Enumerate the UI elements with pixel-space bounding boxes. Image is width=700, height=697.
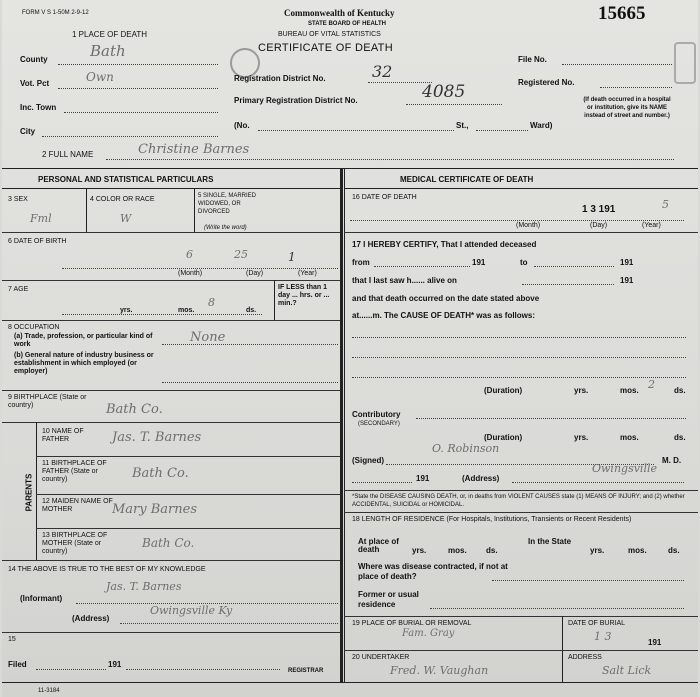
death-year-caption: (Year): [642, 222, 661, 229]
signed-year-label: 191: [416, 474, 430, 483]
box-15-label: 15: [8, 636, 16, 643]
no-label: (No.: [234, 121, 250, 130]
file-number-label: File No.: [518, 55, 547, 64]
undertaker-address-value: Salt Lick: [602, 664, 652, 677]
certificate-number: 15665: [598, 3, 646, 24]
attended-from-year: 191: [472, 258, 486, 267]
filed-year-label: 191: [108, 660, 122, 669]
attended-to-label: to: [520, 258, 528, 267]
physician-address-label: (Address): [462, 474, 500, 483]
contributory-ds-label: ds.: [674, 433, 686, 442]
physician-address-value: Owingsville: [592, 462, 658, 475]
parents-side-label: PARENTS: [24, 473, 34, 512]
date-of-death-label: 16 DATE OF DEATH: [352, 194, 417, 201]
date-of-burial-label: DATE OF BURIAL: [568, 620, 626, 627]
inc-town-label: Inc. Town: [20, 103, 57, 112]
occupation-label: 8 OCCUPATION: [8, 324, 60, 331]
secondary-label: (SECONDARY): [358, 421, 400, 427]
registered-number-label: Registered No.: [518, 78, 575, 87]
former-residence-label: Former or usual residence: [358, 590, 419, 609]
attended-from-label: from: [352, 258, 370, 267]
burial-place-label: 19 PLACE OF BURIAL OR REMOVAL: [352, 620, 472, 627]
place-of-death-label: 1 PLACE OF DEATH: [72, 30, 147, 39]
filed-label: Filed: [8, 660, 27, 669]
contributory-label: Contributory: [352, 410, 401, 419]
marital-status-hint: (Write the word): [204, 225, 247, 231]
age-ds-caption: ds.: [246, 307, 257, 314]
birthplace-label: 9 BIRTHPLACE (State or country): [8, 394, 87, 409]
mother-birthplace-value: Bath Co.: [142, 536, 195, 550]
disease-contracted-label: Where was disease contracted, if not at place of death?: [358, 562, 508, 581]
dob-month-value: 6: [186, 248, 193, 261]
md-label: M. D.: [662, 456, 682, 465]
primary-district-value: 4085: [422, 82, 466, 102]
contributory-yrs-label: yrs.: [574, 433, 589, 442]
age-mos-caption: mos.: [178, 307, 195, 314]
father-birthplace-label: 11 BIRTHPLACE OF FATHER (State or country): [42, 460, 107, 483]
true-statement-label: 14 THE ABOVE IS TRUE TO THE BEST OF MY KNOWLEDGE: [8, 566, 206, 573]
hospital-note: (If death occurred in a hospital or institution, give its NAME instead of street and number.): [583, 97, 671, 119]
last-saw-year: 191: [620, 276, 634, 285]
signed-label: (Signed): [352, 456, 384, 465]
board-title: STATE BOARD OF HEALTH: [308, 21, 386, 27]
commonwealth-title: Commonwealth of Kentucky: [284, 8, 395, 18]
occupation-value: None: [190, 330, 226, 345]
at-place-yrs: yrs.: [412, 546, 427, 555]
signed-value: O. Robinson: [432, 442, 500, 455]
registrar-label: REGISTRAR: [288, 668, 324, 674]
death-certificate: [2, 0, 698, 697]
attended-to-year: 191: [620, 258, 634, 267]
age-label: 7 AGE: [8, 286, 29, 293]
occupation-b-label: (b) General nature of industry business or establishment in which employed (or employer): [14, 352, 154, 375]
certify-statement: 17 I HEREBY CERTIFY, That I attended deceased: [352, 240, 537, 249]
street-label: St.,: [456, 121, 469, 130]
dob-day-value: 25: [234, 248, 248, 261]
personal-heading: PERSONAL AND STATISTICAL PARTICULARS: [38, 175, 214, 184]
sex-label: 3 SEX: [8, 196, 28, 203]
dob-month-caption: (Month): [178, 270, 203, 277]
ward-label: Ward): [530, 121, 553, 130]
at-place-ds: ds.: [486, 546, 498, 555]
age-mos-value: 8: [208, 296, 215, 309]
duration-mos-value: 2: [648, 378, 655, 391]
cause-of-death-label: at......m. The CAUSE OF DEATH* was as follows:: [352, 311, 535, 320]
at-place-mos: mos.: [448, 546, 467, 555]
sex-value: Fml: [30, 212, 52, 225]
informant-address-value: Owingsville Ky: [150, 604, 233, 617]
undertaker-label: 20 UNDERTAKER: [352, 654, 410, 661]
at-place-label: At place of death: [358, 537, 399, 554]
county-value: Bath: [90, 42, 126, 60]
dob-year-value: 1: [288, 250, 296, 264]
duration-label: (Duration): [484, 386, 523, 395]
date-of-death-year-value: 5: [662, 198, 669, 211]
county-label: County: [20, 55, 48, 64]
registration-district-value: 32: [372, 62, 393, 81]
city-label: City: [20, 127, 36, 136]
center-divider-inner: [344, 168, 345, 682]
mother-birthplace-label: 13 BIRTHPLACE OF MOTHER (State or country): [42, 532, 108, 555]
footer-code: 11-3184: [38, 688, 60, 694]
duration-mos-label: mos.: [620, 386, 639, 395]
in-state-label: In the State: [528, 537, 572, 546]
primary-district-label: Primary Registration District No.: [234, 96, 358, 105]
last-saw-label: that I last saw h...... alive on: [352, 276, 457, 285]
occupation-a-label: (a) Trade, profession, or particular kind of work: [14, 333, 153, 348]
full-name-label: 2 FULL NAME: [42, 150, 94, 159]
mother-name-label: 12 MAIDEN NAME OF MOTHER: [42, 498, 113, 513]
date-of-burial-value: 1 3: [594, 630, 612, 643]
father-name-value: Jas. T. Barnes: [112, 430, 202, 445]
in-state-yrs: yrs.: [590, 546, 605, 555]
informant-value: Jas. T. Barnes: [106, 580, 182, 593]
burial-year-label: 191: [648, 638, 662, 647]
date-of-death-value: 1 3 191: [582, 204, 616, 215]
undertaker-value: Fred. W. Vaughan: [390, 664, 489, 677]
dob-year-caption: (Year): [298, 270, 317, 277]
full-name-value: Christine Barnes: [138, 142, 250, 157]
death-month-caption: (Month): [516, 222, 541, 229]
certificate-title: CERTIFICATE OF DEATH: [258, 42, 393, 54]
informant-address-label: (Address): [72, 614, 110, 623]
voting-precinct-label: Vot. Pct: [20, 79, 50, 88]
burial-place-value: Fam. Gray: [402, 628, 455, 639]
mother-name-value: Mary Barnes: [112, 502, 198, 517]
bureau-title: BUREAU OF VITAL STATISTICS: [278, 31, 381, 38]
dob-day-caption: (Day): [246, 270, 264, 277]
father-name-label: 10 NAME OF FATHER: [42, 428, 84, 443]
registration-district-label: Registration District No.: [234, 74, 326, 83]
dob-label: 6 DATE OF BIRTH: [8, 238, 67, 245]
cause-footnote: *State the DISEASE CAUSING DEATH, or, in deaths from VIOLENT CAUSES state (1) MEANS OF INJURY; and (2) whether ACCIDENTAL, SUICIDAL or HOMICIDAL.: [352, 494, 685, 508]
marital-status-label: 5 SINGLE, MARRIED WIDOWED, OR DIVORCED: [198, 193, 257, 215]
duration-ds-label: ds.: [674, 386, 686, 395]
informant-label: (Informant): [20, 594, 63, 603]
less-than-day-label: IF LESS than 1 day ... hrs. or ... min.?: [278, 284, 330, 307]
edge-stamp: [674, 42, 696, 84]
death-occurred-statement: and that death occurred on the date stated above: [352, 294, 540, 303]
age-yrs-caption: yrs.: [120, 307, 133, 314]
contributory-mos-label: mos.: [620, 433, 639, 442]
medical-heading: MEDICAL CERTIFICATE OF DEATH: [400, 175, 534, 184]
header-divider: [2, 168, 698, 169]
voting-precinct-value: Own: [86, 70, 114, 84]
duration-yrs-label: yrs.: [574, 386, 589, 395]
center-divider: [340, 168, 343, 682]
color-race-value: W: [120, 212, 132, 225]
death-day-caption: (Day): [590, 222, 608, 229]
form-number: FORM V S 1-50M 2-9-12: [22, 10, 89, 16]
in-state-mos: mos.: [628, 546, 647, 555]
color-race-label: 4 COLOR OR RACE: [90, 196, 155, 203]
undertaker-address-label: ADDRESS: [568, 654, 602, 661]
length-of-residence-label: 18 LENGTH OF RESIDENCE (For Hospitals, Institutions, Transients or Recent Residents): [352, 516, 632, 523]
contributory-duration-label: (Duration): [484, 433, 523, 442]
in-state-ds: ds.: [668, 546, 680, 555]
father-birthplace-value: Bath Co.: [132, 466, 189, 481]
birthplace-value: Bath Co.: [106, 402, 163, 417]
